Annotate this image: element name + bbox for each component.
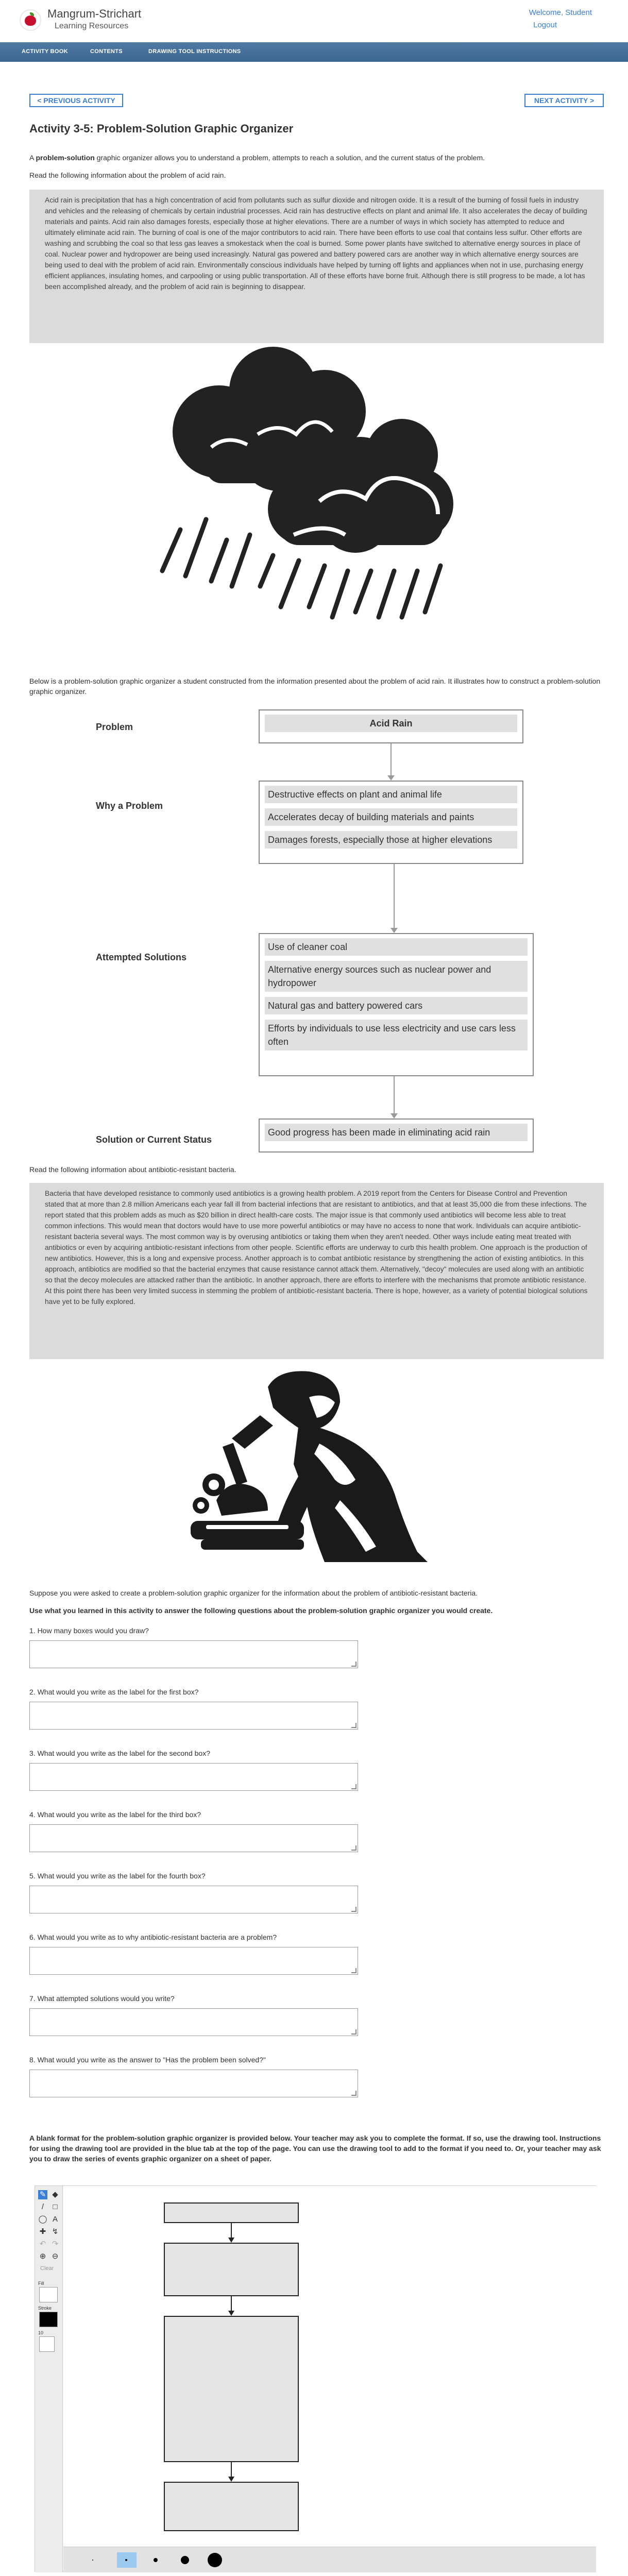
- org-attempts-box: [259, 933, 534, 1076]
- answer-2-textarea[interactable]: [29, 1702, 358, 1730]
- answer-5-textarea[interactable]: [29, 1886, 358, 1913]
- ellipse-tool-icon[interactable]: ◯: [38, 2215, 47, 2224]
- next-activity-button[interactable]: NEXT ACTIVITY >: [524, 94, 604, 107]
- site-header: [0, 0, 628, 41]
- brand-subtitle: Learning Resources: [55, 22, 129, 30]
- nav-drawing-tool-instructions[interactable]: DRAWING TOOL INSTRUCTIONS: [148, 48, 241, 55]
- question-4-label: 4. What would you write as the label for the third box?: [29, 1810, 201, 1819]
- brush-size-3[interactable]: [154, 2558, 158, 2562]
- zoom-out-icon[interactable]: ⊖: [52, 2252, 59, 2261]
- question-1-label: 1. How many boxes would you draw?: [29, 1626, 149, 1635]
- scientist-microscope-image: [170, 1366, 448, 1572]
- question-7-label: 7. What attempted solutions would you write?: [29, 1994, 175, 2003]
- answer-1-textarea[interactable]: [29, 1640, 358, 1668]
- stroke-color-swatch[interactable]: [39, 2312, 58, 2327]
- read-bacteria-instruction: Read the following information about antibiotic-resistant bacteria.: [29, 1165, 236, 1174]
- org-why-item: Accelerates decay of building materials and paints: [265, 808, 517, 826]
- org-label-why: Why a Problem: [96, 801, 163, 811]
- welcome-text[interactable]: Welcome, Student: [529, 8, 592, 17]
- apple-logo-icon: [20, 9, 41, 31]
- answer-8-textarea[interactable]: [29, 2070, 358, 2097]
- drawing-tool: [35, 2185, 596, 2572]
- answer-6-textarea[interactable]: [29, 1947, 358, 1975]
- org-problem-text: Acid Rain: [265, 715, 517, 732]
- brush-size-2[interactable]: [125, 2559, 127, 2561]
- text-tool-icon[interactable]: A: [52, 2215, 58, 2224]
- org-why-item: Destructive effects on plant and animal life: [265, 786, 517, 803]
- fill-color-swatch[interactable]: [39, 2287, 58, 2302]
- clear-button[interactable]: Clear: [40, 2265, 54, 2272]
- suppose-text: Suppose you were asked to create a problem-solution graphic organizer for the information about the problem of antibiotic-resistant bacteria.: [29, 1589, 478, 1597]
- page-title: Activity 3-5: Problem-Solution Graphic Organizer: [29, 122, 294, 135]
- undo-icon[interactable]: ↶: [39, 2240, 46, 2248]
- org-why-box: [259, 781, 523, 864]
- org-attempt-item: Use of cleaner coal: [265, 938, 528, 956]
- stroke-label: Stroke: [38, 2306, 52, 2311]
- org-why-item: Damages forests, especially those at higher elevations: [265, 831, 517, 849]
- blank-why-box: [164, 2243, 299, 2296]
- brush-size-5[interactable]: [208, 2553, 222, 2567]
- line-tool-icon[interactable]: /: [41, 2202, 44, 2211]
- blank-format-text: A blank format for the problem-solution graphic organizer is provided below. Your teacher may ask you to complete the format. If so, use the drawing tool. Instructions for using the drawing tool are provided in the blue tab at the top of the page. You can use the drawing tool to add to the format if you need to. Or, your teacher may ask you to draw the series of events graphic organizer on a sheet of paper.: [29, 2134, 601, 2163]
- org-problem-box: [259, 709, 523, 743]
- zoom-in-icon[interactable]: ⊕: [39, 2252, 46, 2261]
- org-attempt-item: Alternative energy sources such as nuclear power and hydropower: [265, 961, 528, 992]
- previous-activity-button[interactable]: < PREVIOUS ACTIVITY: [29, 94, 123, 107]
- rain-cloud-image: [149, 344, 469, 664]
- org-status-box: [259, 1118, 534, 1153]
- brush-size-4[interactable]: [181, 2556, 189, 2564]
- rectangle-tool-icon[interactable]: □: [53, 2202, 58, 2211]
- question-2-label: 2. What would you write as the label for the first box?: [29, 1688, 199, 1696]
- eyedropper-icon[interactable]: ↯: [52, 2227, 59, 2236]
- nav-contents[interactable]: CONTENTS: [90, 48, 123, 55]
- blank-attempts-box: [164, 2316, 299, 2462]
- question-5-label: 5. What would you write as the label for the fourth box?: [29, 1872, 206, 1880]
- drawing-canvas[interactable]: [63, 2186, 596, 2547]
- org-status-text: Good progress has been made in eliminating acid rain: [265, 1124, 528, 1141]
- brush-size-1[interactable]: [92, 2560, 93, 2561]
- redo-icon[interactable]: ↷: [52, 2240, 59, 2248]
- use-learned-text: Use what you learned in this activity to answer the following questions about the problem-solution graphic organizer you would create.: [29, 1606, 493, 1615]
- fill-label: Fill: [38, 2281, 44, 2286]
- nav-bar: [0, 42, 628, 62]
- org-attempt-item: Efforts by individuals to use less electricity and use cars less often: [265, 1020, 528, 1050]
- read-acid-instruction: Read the following information about the problem of acid rain.: [29, 171, 226, 179]
- nav-activity-book[interactable]: ACTIVITY BOOK: [22, 48, 68, 55]
- width-value: 10: [38, 2330, 44, 2335]
- logout-link[interactable]: Logout: [533, 21, 557, 29]
- below-organizer-text: Below is a problem-solution graphic organizer a student constructed from the information presented about the problem of acid rain. It illustrates how to construct a problem-solution graphic organizer.: [29, 677, 601, 696]
- brand-title: Mangrum-Strichart: [47, 7, 142, 20]
- org-label-status: Solution or Current Status: [96, 1134, 212, 1145]
- question-6-label: 6. What would you write as to why antibiotic-resistant bacteria are a problem?: [29, 1933, 277, 1941]
- answer-4-textarea[interactable]: [29, 1824, 358, 1852]
- bacteria-passage: Bacteria that have developed resistance to commonly used antibiotics is a growing health problem. A 2019 report from the Centers for Disease Control and Prevention stated that at more than 2.8 million Americans each year fall ill from bacterial infections that are resistant to antibiotics, and that at least 35,000 die from these infections. The report stated that this problem adds as much as $20 billion in direct health-care costs. The major issue is that commonly used antibiotics will become less able to treat common infections. This would mean that doctors would have to use more powerful antibiotics or may have no access to none that work. Individuals can acquire antibiotic-resistant bacteria several ways. The most common way is by overusing antibiotics or taking them when they aren't needed. Other ways include eating meat treated with antibiotics or even by acquiring antibiotic-resistant infections from other people. Scientific efforts are underway to curb this health problem. One approach is the production of new antibiotics. However, this is a long and expensive process. Another approach is to combat antibiotic resistance by strengthening the action of existing antibiotics. In this approach, antibiotics are modified so that the bacterial enzymes that cause resistance cannot attack them. Alternatively, "decoy" molecules are used along with an antibiotic so that the decoy molecules are attacked rather than the antibiotic. In another approach, there are efforts to interfere with the mechanisms that promote antibiotic resistance. At this point there has been very limited success in stemming the problem of antibiotic-resistant bacteria. There is hope, however, as a variety of potential biological solutions have yet to be fully explored.: [29, 1183, 604, 1359]
- org-attempt-item: Natural gas and battery powered cars: [265, 997, 528, 1014]
- eraser-icon[interactable]: ◆: [52, 2190, 58, 2199]
- answer-7-textarea[interactable]: [29, 2008, 358, 2036]
- org-label-attempts: Attempted Solutions: [96, 952, 186, 962]
- pencil-icon[interactable]: ✎: [38, 2190, 47, 2199]
- answer-3-textarea[interactable]: [29, 1763, 358, 1791]
- question-3-label: 3. What would you write as the label for the second box?: [29, 1749, 210, 1757]
- intro-paragraph: A problem-solution graphic organizer allows you to understand a problem, attempts to reach a solution, and the current status of the problem.: [29, 154, 485, 162]
- drawing-toolbar: [35, 2186, 63, 2572]
- blank-status-box: [164, 2482, 299, 2531]
- org-label-problem: Problem: [96, 722, 133, 732]
- brush-size-bar: [63, 2547, 596, 2572]
- acid-rain-passage: Acid rain is precipitation that has a high concentration of acid from pollutants such as sulfur dioxide and nitrogen oxide. It is a result of the burning of fossil fuels in industry and vehicles and the releasing of chemicals by certain industrial processes. Acid rain has destructive effects on plant and animal life. It also accelerates the decay of building materials and paints. Acid rain also damages forests, especially those at higher elevations. There are a number of ways in which society has attempted to reduce and ultimately eliminate acid rain. The burning of coal is one of the major contributors to acid rain. There have been efforts to use coal that contains less sulfur. Other efforts are washing and scrubbing the coal so that less gas leaves a smokestack when the coal is burned. Some power plants have switched to alternative energy sources in place of coal. Nuclear power and hydropower are being used increasingly. Natural gas powered and battery powered cars are another way in which alternative energy sources are being used to deal with the problem of acid rain. Environmentally conscious individuals have helped by turning off lights and appliances when not in use, purchasing energy efficient appliances, insulating homes, and carpooling or using public transportation. All of these efforts have borne fruit. Although there is still progress to be made, a lot has been accomplished already, and the problem of acid rain is beginning to disappear.: [29, 190, 604, 343]
- width-preview[interactable]: [39, 2336, 55, 2352]
- move-tool-icon[interactable]: ✚: [39, 2227, 46, 2236]
- question-8-label: 8. What would you write as the answer to "Has the problem been solved?": [29, 2056, 266, 2064]
- blank-problem-box: [164, 2202, 299, 2223]
